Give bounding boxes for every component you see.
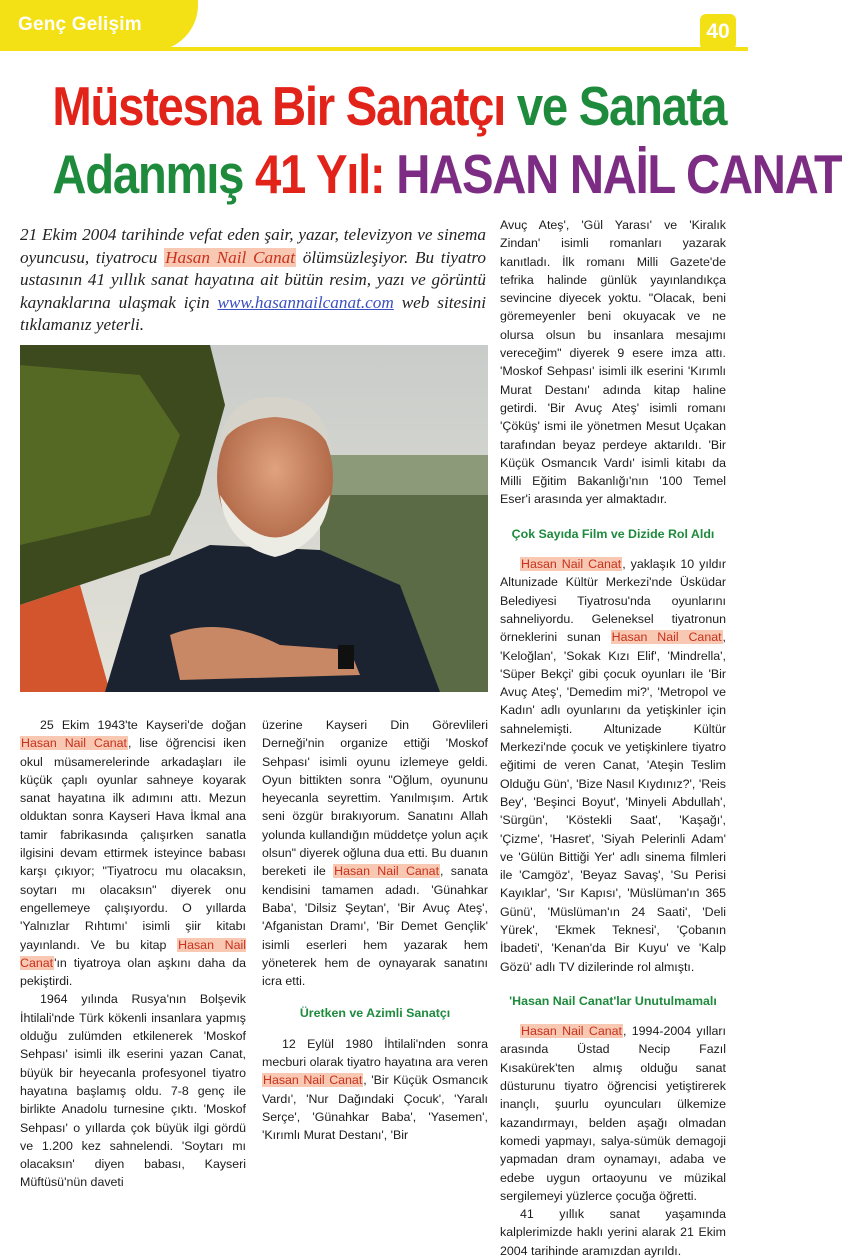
website-link[interactable]: www.hasannailcanat.com: [217, 292, 394, 312]
text-run: , yaklaşık 10 yıldır Altunizade Kültür Merkezi'nde Üsküdar Belediyesi Tiyatrosu'nda oyunlarını sahneliyordu. Geleneksel tiyatronun örneklerini sunan: [500, 557, 726, 645]
name-highlight: Hasan Nail Canat: [165, 247, 296, 267]
name-highlight: Hasan Nail Canat: [521, 557, 622, 572]
text-run: , sanata kendisini tamamen adadı. 'Günahkar Baba', 'Dilsiz Şeytan', 'Bir Avuç Ateş', 'Afganistan Dramı', 'Bir Demet Gençlik' isimli eserleri hem yazarak hem yöneterek hem de oynayarak sanatını icra etti.: [262, 864, 488, 989]
text-run: , 'Bir Küçük Osmancık Vardı', 'Nur Dağındaki Çocuk', 'Yaralı Serçe', 'Günahkar Baba', 'Yasemen', 'Kırımlı Murat Destanı', 'Bir: [262, 1073, 488, 1143]
intro-paragraph: [20, 224, 486, 337]
intro-text: web sitesini tıklamanız yeterli.: [20, 292, 487, 335]
text-run: 12 Eylül 1980 İhtilali'nden sonra mecburi olarak tiyatro hayatına ara veren: [262, 1036, 488, 1070]
subheading: 'Hasan Nail Canat'lar Unutulmamalı: [509, 993, 717, 1008]
column-left: [20, 716, 246, 1192]
body-paragraph: [500, 1022, 726, 1205]
body-paragraph: [262, 716, 488, 990]
name-highlight: Hasan Nail Canat: [611, 630, 722, 645]
text-run: 25 Ekim 1943'te Kayseri'de doğan: [40, 718, 246, 732]
headline-line-1: [52, 74, 727, 138]
body-paragraph: [20, 716, 246, 990]
text-run: , 'Keloğlan', 'Sokak Kızı Elif', 'Mindrella', 'Süper Bekçi' gibi çocuk oyunları ile 'Bir Avuç Ateş', 'Demedim mi?', 'Metropol ve Kadın' adlı oyunlarını da yetişkinler için sahnelemişti. Altunizade Kültür Merkezi'nde çocuk ve yetişkinlere tiyatro eğitimi de veren Canat, 'Ateşin Teslim Olduğu Gün', 'Bize Nasıl Kıydınız?', 'Reis Bey', 'Beşinci Boyut', 'Minyeli Abdullah', 'Sürgün', 'Köstekli Saat', 'Kaşağı', 'Çizme', 'Hasret', 'Siyah Pelerinli Adam' ve 'Gülün Bittiği Yer' adlı sinema filmleri ile 'Camgöz', 'Beyaz Savaş', 'Su Perisi Kayıklar', 'Sır Kapısı', 'Müslüman'ın 365 Günü', 'Müslüman'ın 24 Saati', 'Deli Yürek', 'Ekmek Teknesi', 'Çobanın İbadeti', 'Kenan'da Bir Kuyu' ve 'Kalp Gözü' adlı TV dizilerinde rol almıştı.: [500, 630, 726, 974]
body-paragraph: [500, 555, 726, 976]
intro-text: 21 Ekim 2004 tarihinde vefat eden şair, yazar, televizyon ve sinema oyuncusu, tiyatrocu: [20, 225, 486, 267]
name-highlight: Hasan Nail Canat: [521, 1024, 622, 1039]
subheading: Üretken ve Azimli Sanatçı: [299, 1006, 451, 1021]
headline-part: 41 Yıl:: [254, 143, 385, 205]
section-label: Genç Gelişim: [18, 14, 142, 35]
column-right: [500, 216, 726, 1260]
section-tab: [0, 0, 198, 51]
text-run: 'ın tiyatroya olan aşkını daha da pekiştirdi.: [20, 955, 246, 989]
portrait-photo: [20, 345, 488, 692]
text-run: , 1994-2004 yılları arasında Üstad Necip Fazıl Kısakürek'ten almış olduğu sanat düsturunu tiyatro öğrencisi yetiştirerek inançlı, şuurlu oyuncuları ülkemize kazandırmayı, belden aşağı olmadan komedi yapmayı, salya-sümük demagoji yapmadan dram oynamayı, adaba ve edebe uygun ortaoyunu ve müzikal sergilemeyi yüzlerce çocuğa öğretti.: [500, 1024, 726, 1203]
name-highlight: Hasan Nail Canat: [20, 937, 246, 970]
body-paragraph: [262, 1035, 488, 1145]
body-paragraph: Avuç Ateş', 'Gül Yarası' ve 'Kiralık Zindan' isimli romanları yazarak kanıtladı. İlk romanı Milli Gazete'de tefrika halinde günlük yayınlandıkça sevincine diyecek yoktu. "Olacak, beni göremeyenler beni okuyacak ve ne olursa olsun bu insanlara mesajımı vereceğim" diyerek 9 esere imza attı. 'Moskof Sehpası' isimli ilk eserini 'Kırımlı Murat Destanı' adında kitap haline getirdi. 'Bir Avuç Ateş' isimli romanı 'Çöküş' ismi ile yönetmen Mesut Uçakan tarafından beyaz perdeye aktarıldı. 'Bir Küçük Osmancık Vardı' isimli kitabı da Milli Eğitim Bakanlığı'nın '100 Temel Eser'i arasında yer almaktadır.: [500, 218, 726, 507]
column-middle: [262, 716, 488, 1145]
text-run: üzerine Kayseri Din Görevlileri Derneği'nin organize ettiği 'Moskof Sehpası' isimli oyunu izlemeye geldi. Oyun bittikten sonra "Oğlum, oyununu heyecanla seyrettim. Yanılmışım. Artık seni özgür bırakıyorum. Sanatını Allah yolunda kullandığın müddetçe yolun açık olsun" diyerek oğluna dua etti. Bu duanın bereketi ile: [262, 718, 488, 879]
body-paragraph: 1964 yılında Rusya'nın Bolşevik İhtilali'nde Türk kökenli insanlara yapmış olduğu zulümden etkilenerek 'Moskof Sehpası' isimli ilk eserini yazan Canat, büyük bir heyecanla profesyonel tiyatro hayatına başlamış oldu. 7-8 genç ile birlikte Anadolu turnesine çıktı. 'Moskof Sehpası' o yıllarda çok büyük ilgi gördü ve 1.200 kez sahnelendi. 'Soytarı mı olacaksın' diyen babası, Kayseri Müftüsü'nün daveti: [20, 992, 246, 1190]
text-run: , lise öğrencisi iken okul müsamerelerinde arkadaşları ile küçük çaplı oyunlar sahneye koyarak sanat hayatına ilk adımını attı. Mezun olduktan sonra Kayseri Hava İkmal ana tamir fabrikasında çalışırken sanatla ilgisini devam ettirmek isteyince babası karşı çıkıyor; "Tiyatrocu mu olacaksın, soytarı mı olacaksın" diyerek onu engellemeye çalışıyordu. O yıllarda 'Yalnızlar Rıhtımı' isimli şiir kitabı yayınlandı. Ve bu kitap: [20, 736, 246, 952]
body-paragraph: 41 yıllık sanat yaşamında kalplerimizde haklı yerini alarak 21 Ekim 2004 tarihinde aramızdan ayrıldı.: [500, 1207, 726, 1258]
name-highlight: Hasan Nail Canat: [21, 736, 127, 751]
intro-text: ölümsüzleşiyor. Bu tiyatro ustasının 41 yıllık sanat hayatına ait bütün resim, yazı ve görüntü kaynaklarına ulaşmak için: [20, 247, 486, 312]
name-highlight: Hasan Nail Canat: [334, 864, 440, 879]
headline-line-2: [52, 142, 842, 206]
headline-part: Müstesna Bir Sanatçı: [52, 75, 505, 137]
headline-part: Adanmış: [52, 143, 244, 205]
page-number: 40: [700, 14, 736, 50]
name-highlight: Hasan Nail Canat: [263, 1073, 363, 1088]
headline-part: ve Sanata: [516, 75, 727, 137]
headline-part: HASAN NAİL CANAT: [396, 143, 842, 205]
subheading: Çok Sayıda Film ve Dizide Rol Aldı: [511, 526, 715, 541]
